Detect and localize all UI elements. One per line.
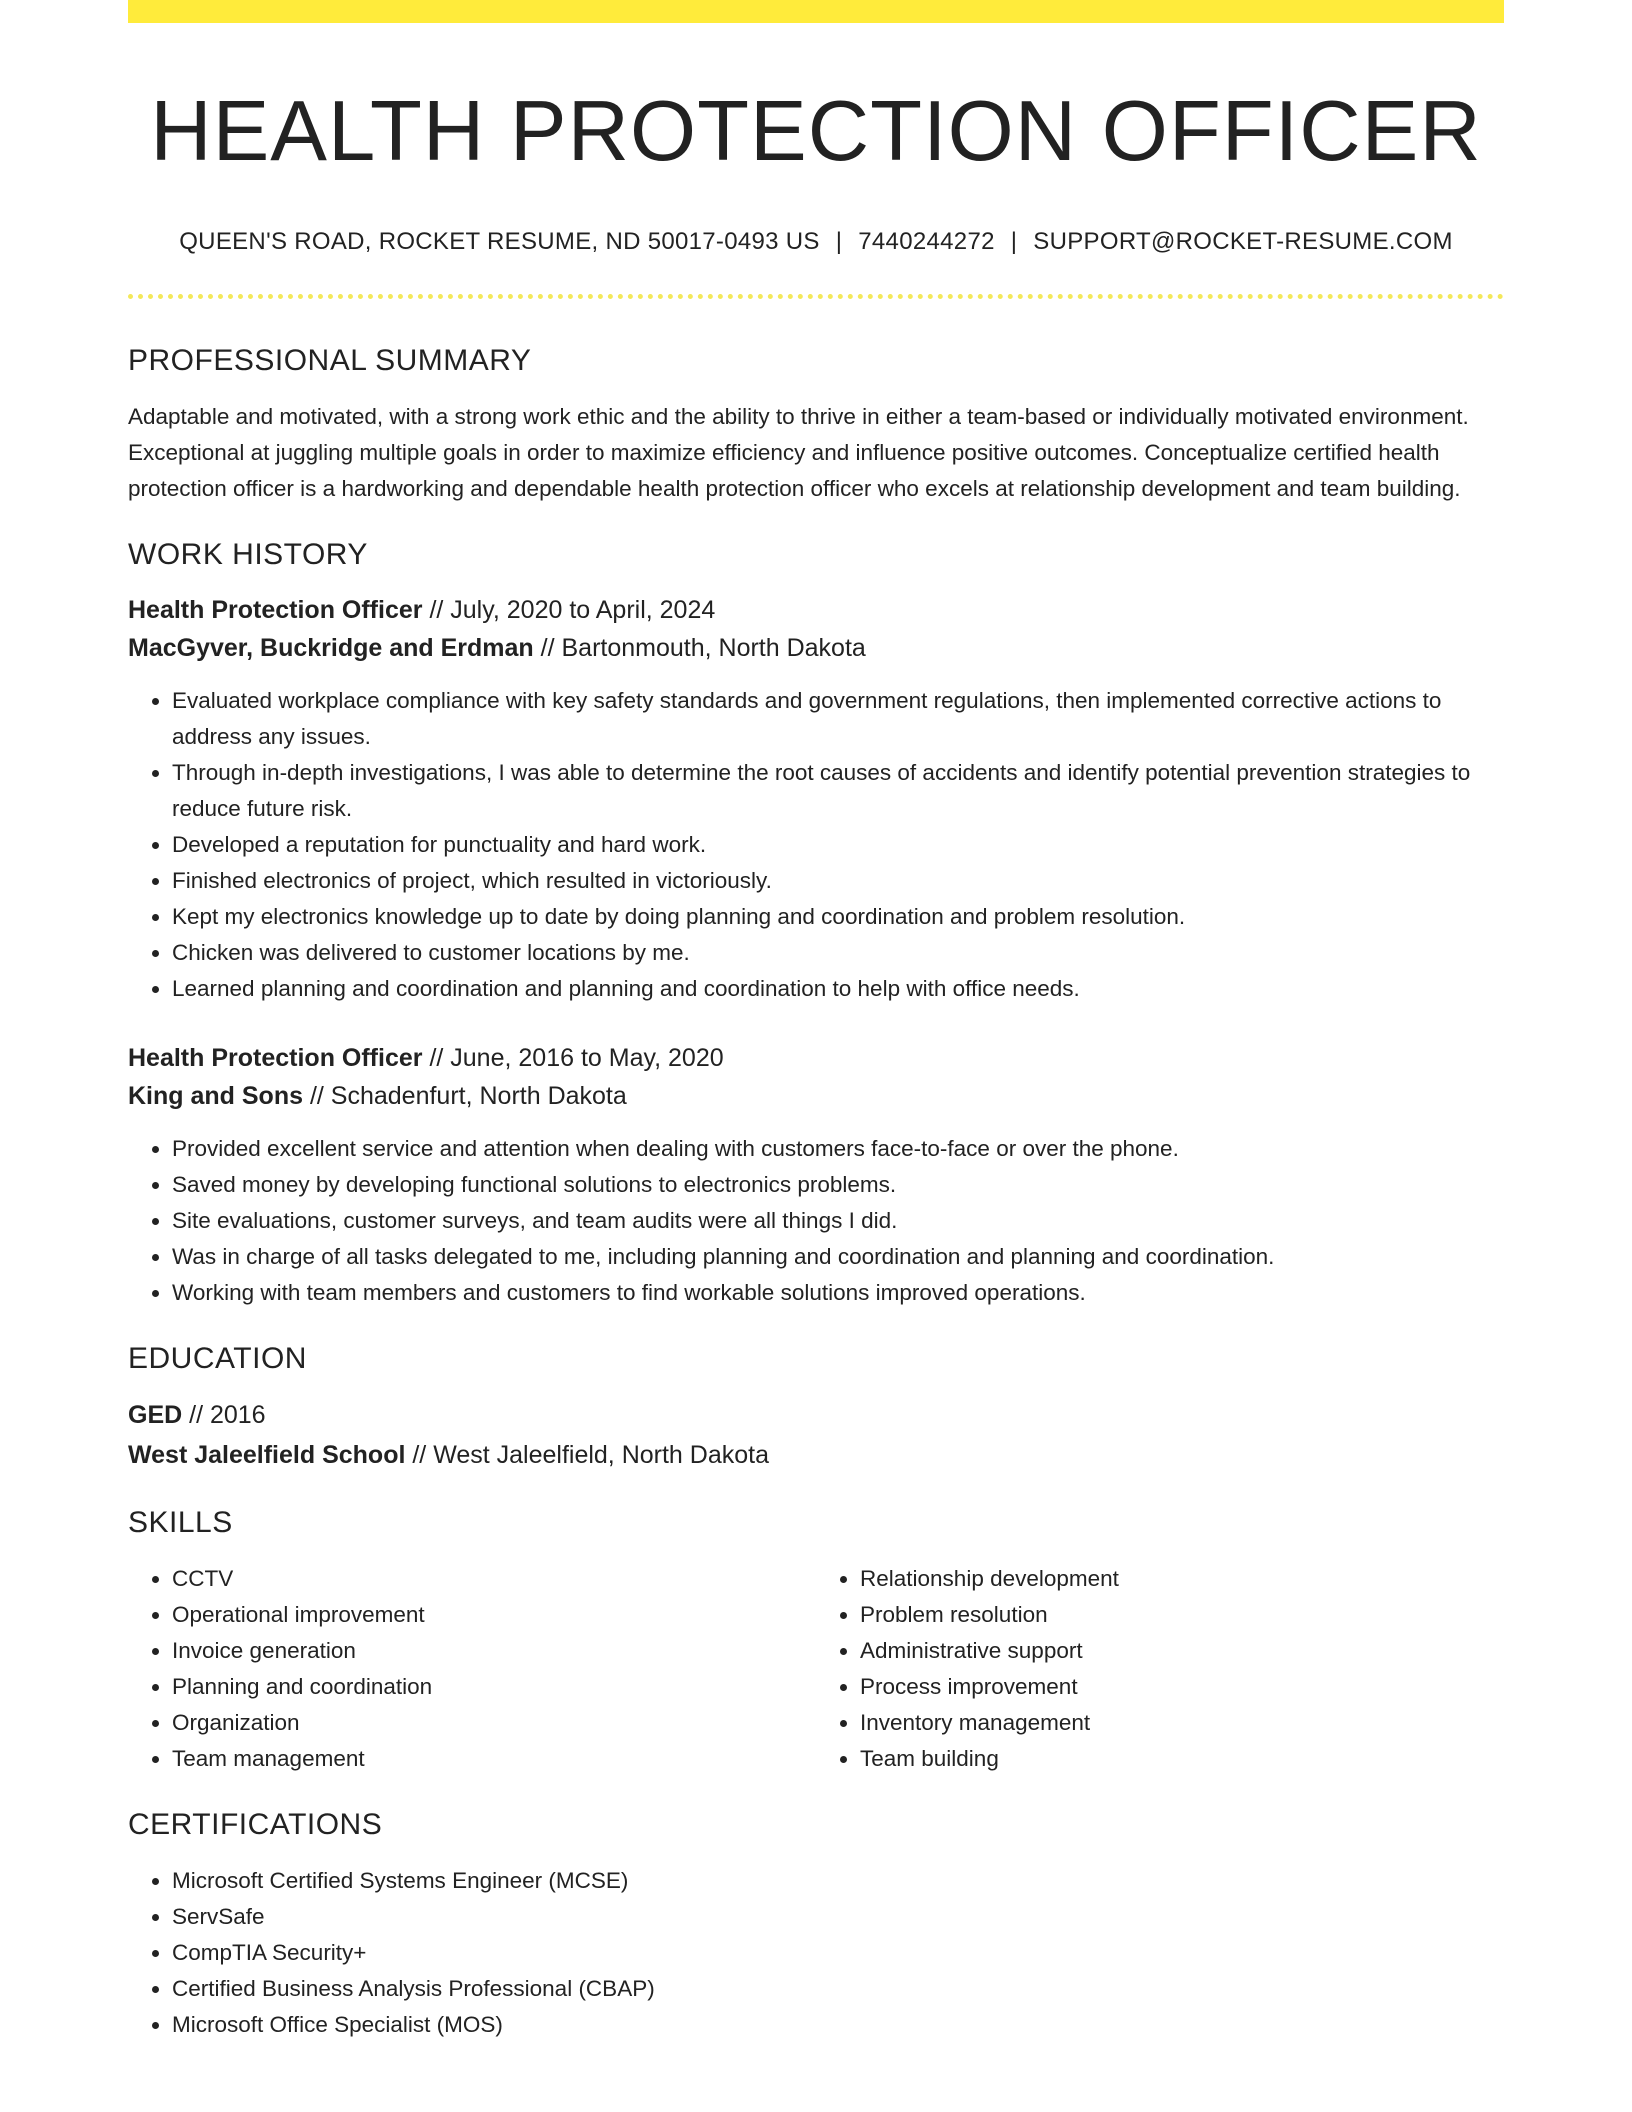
skill-item: • Administrative support	[860, 1633, 1504, 1669]
job-entry	[128, 1039, 1504, 1311]
job-location: // Bartonmouth, North Dakota	[533, 633, 866, 662]
summary-text: Adaptable and motivated, with a strong work ethic and the ability to thrive in either a team-based or individually motivated environment. Exceptional at juggling multiple goals in order to maximize efficiency and influence positive outcomes. Conceptualize certified health protection officer is a hardworking and dependable health protection officer who excels at relationship development and team building.	[128, 403, 1469, 501]
job-company: MacGyver, Buckridge and Erdman	[128, 633, 534, 662]
job-dates: // July, 2020 to April, 2024	[422, 595, 716, 624]
education-degree: GED	[128, 1400, 183, 1429]
contact-address: QUEEN'S ROAD, ROCKET RESUME, ND 50017-0493 US	[179, 228, 820, 255]
education-school-line	[128, 1435, 1504, 1475]
job-title: Health Protection Officer	[128, 595, 423, 624]
job-location: // Schadenfurt, North Dakota	[303, 1081, 627, 1110]
contact-email: SUPPORT@ROCKET-RESUME.COM	[1033, 228, 1453, 255]
certification-item: • CompTIA Security+	[172, 1935, 1504, 1971]
skill-item: • Invoice generation	[172, 1633, 816, 1669]
accent-bar	[128, 0, 1504, 23]
job-bullets	[128, 1131, 1504, 1311]
skill-item: • Relationship development	[860, 1561, 1504, 1597]
education-location: // West Jaleelfield, North Dakota	[405, 1440, 769, 1469]
certification-item: • Certified Business Analysis Professional (CBAP)	[172, 1971, 1504, 2007]
job-bullet: • Site evaluations, customer surveys, and team audits were all things I did.	[172, 1203, 1504, 1239]
skills-list-left	[128, 1561, 816, 1777]
skill-item: • CCTV	[172, 1561, 816, 1597]
job-dates: // June, 2016 to May, 2020	[422, 1043, 724, 1072]
contact-separator: |	[835, 228, 843, 255]
skills-list-right	[816, 1561, 1504, 1777]
skills-heading: SKILLS	[128, 1505, 233, 1539]
job-company-line	[128, 1077, 1504, 1115]
contact-separator: |	[1010, 228, 1018, 255]
job-bullet: • Learned planning and coordination and planning and coordination to help with office needs.	[172, 971, 1504, 1007]
job-company-line	[128, 629, 1504, 667]
certifications-list	[128, 1863, 1504, 2043]
skill-item: • Problem resolution	[860, 1597, 1504, 1633]
education-entry	[128, 1395, 1504, 1475]
job-bullet: • Finished electronics of project, which resulted in victoriously.	[172, 863, 1504, 899]
certifications-heading: CERTIFICATIONS	[128, 1807, 383, 1841]
education-heading: EDUCATION	[128, 1341, 307, 1375]
job-bullet: • Working with team members and customers to find workable solutions improved operations.	[172, 1275, 1504, 1311]
job-title: Health Protection Officer	[128, 1043, 423, 1072]
certification-item: • ServSafe	[172, 1899, 1504, 1935]
skill-item: • Planning and coordination	[172, 1669, 816, 1705]
job-bullet: • Through in-depth investigations, I was able to determine the root causes of accidents and identify potential prevention strategies to reduce future risk.	[172, 755, 1504, 827]
header-divider	[128, 294, 1504, 299]
job-bullet: • Provided excellent service and attention when dealing with customers face-to-face or over the phone.	[172, 1131, 1504, 1167]
skill-item: • Inventory management	[860, 1705, 1504, 1741]
job-bullet: • Kept my electronics knowledge up to date by doing planning and coordination and problem resolution.	[172, 899, 1504, 935]
education-school: West Jaleelfield School	[128, 1440, 406, 1469]
education-year: // 2016	[182, 1400, 266, 1429]
skill-item: • Process improvement	[860, 1669, 1504, 1705]
job-title-line	[128, 1039, 1504, 1077]
job-company: King and Sons	[128, 1081, 303, 1110]
work-history-heading: WORK HISTORY	[128, 537, 368, 571]
skill-item: • Team management	[172, 1741, 816, 1777]
job-title-line	[128, 591, 1504, 629]
job-bullet: • Chicken was delivered to customer locations by me.	[172, 935, 1504, 971]
certification-item: • Microsoft Certified Systems Engineer (MCSE)	[172, 1863, 1504, 1899]
skill-item: • Team building	[860, 1741, 1504, 1777]
job-bullet: • Developed a reputation for punctuality and hard work.	[172, 827, 1504, 863]
resume-page	[128, 0, 1504, 2043]
job-bullet: • Evaluated workplace compliance with key safety standards and government regulations, then implemented corrective actions to address any issues.	[172, 683, 1504, 755]
skills-columns	[128, 1561, 1504, 1777]
certification-item: • Microsoft Office Specialist (MOS)	[172, 2007, 1504, 2043]
job-bullet: • Was in charge of all tasks delegated to me, including planning and coordination and planning and coordination.	[172, 1239, 1504, 1275]
contact-line	[128, 228, 1504, 257]
resume-title: HEALTH PROTECTION OFFICER	[150, 84, 1482, 179]
job-bullet: • Saved money by developing functional solutions to electronics problems.	[172, 1167, 1504, 1203]
summary-heading: PROFESSIONAL SUMMARY	[128, 343, 532, 377]
skill-item: • Operational improvement	[172, 1597, 816, 1633]
job-bullets	[128, 683, 1504, 1007]
contact-phone: 7440244272	[858, 228, 995, 255]
job-entry	[128, 591, 1504, 1007]
skill-item: • Organization	[172, 1705, 816, 1741]
education-degree-line	[128, 1395, 1504, 1435]
